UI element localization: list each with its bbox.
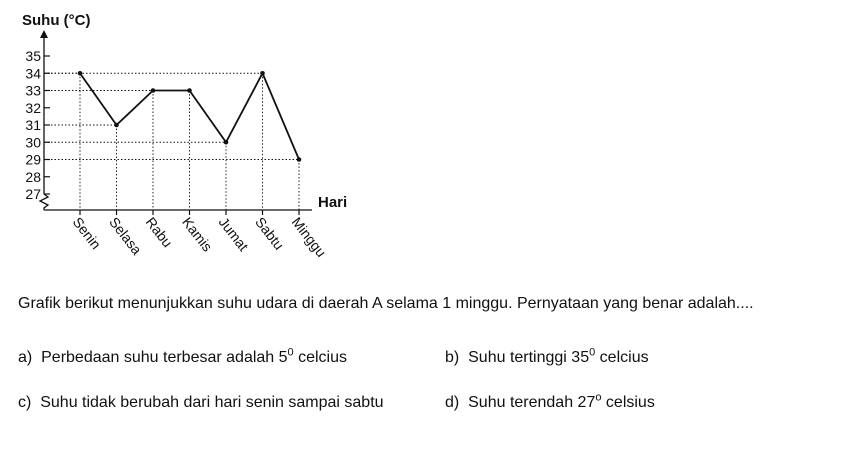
x-tick-label-senin: Senin — [69, 213, 105, 253]
data-point-jumat — [224, 140, 229, 145]
question-text: Grafik berikut menunjukkan suhu udara di daerah A selama 1 minggu. Pernyataan yang benar adalah.... — [18, 295, 754, 312]
x-tick-label-jumat: Jumat — [215, 213, 252, 254]
option-a-suffix: celcius — [293, 349, 348, 366]
option-a-letter: a) — [18, 349, 33, 366]
y-tick-label-27: 27 — [25, 186, 41, 202]
data-point-selasa — [114, 123, 119, 128]
option-a-text: Perbedaan suhu terbesar adalah 5 — [41, 349, 288, 366]
y-tick-label-29: 29 — [25, 151, 41, 168]
option-b-letter: b) — [445, 349, 460, 366]
x-tick-label-rabu: Rabu — [142, 213, 176, 251]
option-b-sup: 0 — [589, 346, 596, 359]
data-point-sabtu — [260, 71, 265, 76]
x-tick-labels — [70, 214, 330, 260]
option-b-suffix: celcius — [595, 349, 649, 366]
option-b-text: Suhu tertinggi 35 — [468, 349, 590, 366]
option-c-letter: c) — [18, 394, 32, 411]
x-tick-label-kamis: Kamis — [179, 213, 216, 255]
option-d-suffix: celsius — [601, 394, 655, 411]
option-c[interactable] — [18, 394, 384, 412]
y-axis-break — [40, 194, 48, 210]
option-d[interactable] — [445, 391, 655, 412]
option-d-text: Suhu terendah 27 — [468, 394, 596, 411]
y-axis-arrow — [40, 30, 48, 38]
option-b[interactable] — [445, 346, 649, 367]
y-ticks — [25, 48, 50, 202]
option-a-sup: 0 — [287, 346, 294, 359]
x-tick-label-selasa: Selasa — [106, 213, 146, 258]
data-point-rabu — [151, 88, 156, 93]
option-a[interactable] — [18, 346, 348, 367]
y-axis-title: Suhu (°C) — [22, 12, 91, 29]
x-tick-label-minggu: Minggu — [288, 213, 330, 261]
y-tick-label-30: 30 — [25, 134, 41, 151]
option-d-letter: d) — [445, 394, 460, 411]
data-point-kamis — [187, 88, 192, 93]
y-tick-label-31: 31 — [25, 117, 41, 133]
guide-lines — [44, 73, 299, 215]
chart-axes — [40, 30, 312, 210]
x-tick-label-sabtu: Sabtu — [252, 213, 288, 253]
y-tick-label-35: 35 — [25, 48, 41, 64]
x-axis-title: Hari — [318, 194, 348, 211]
y-tick-label-34: 34 — [25, 65, 41, 82]
data-point-minggu — [297, 157, 302, 162]
y-tick-label-32: 32 — [25, 99, 41, 116]
y-tick-label-28: 28 — [25, 168, 41, 185]
option-c-text: Suhu tidak berubah dari hari senin sampai sabtu — [40, 394, 384, 411]
data-point-senin — [78, 71, 83, 76]
y-tick-label-33: 33 — [25, 82, 41, 99]
option-d-sup: o — [595, 391, 602, 404]
